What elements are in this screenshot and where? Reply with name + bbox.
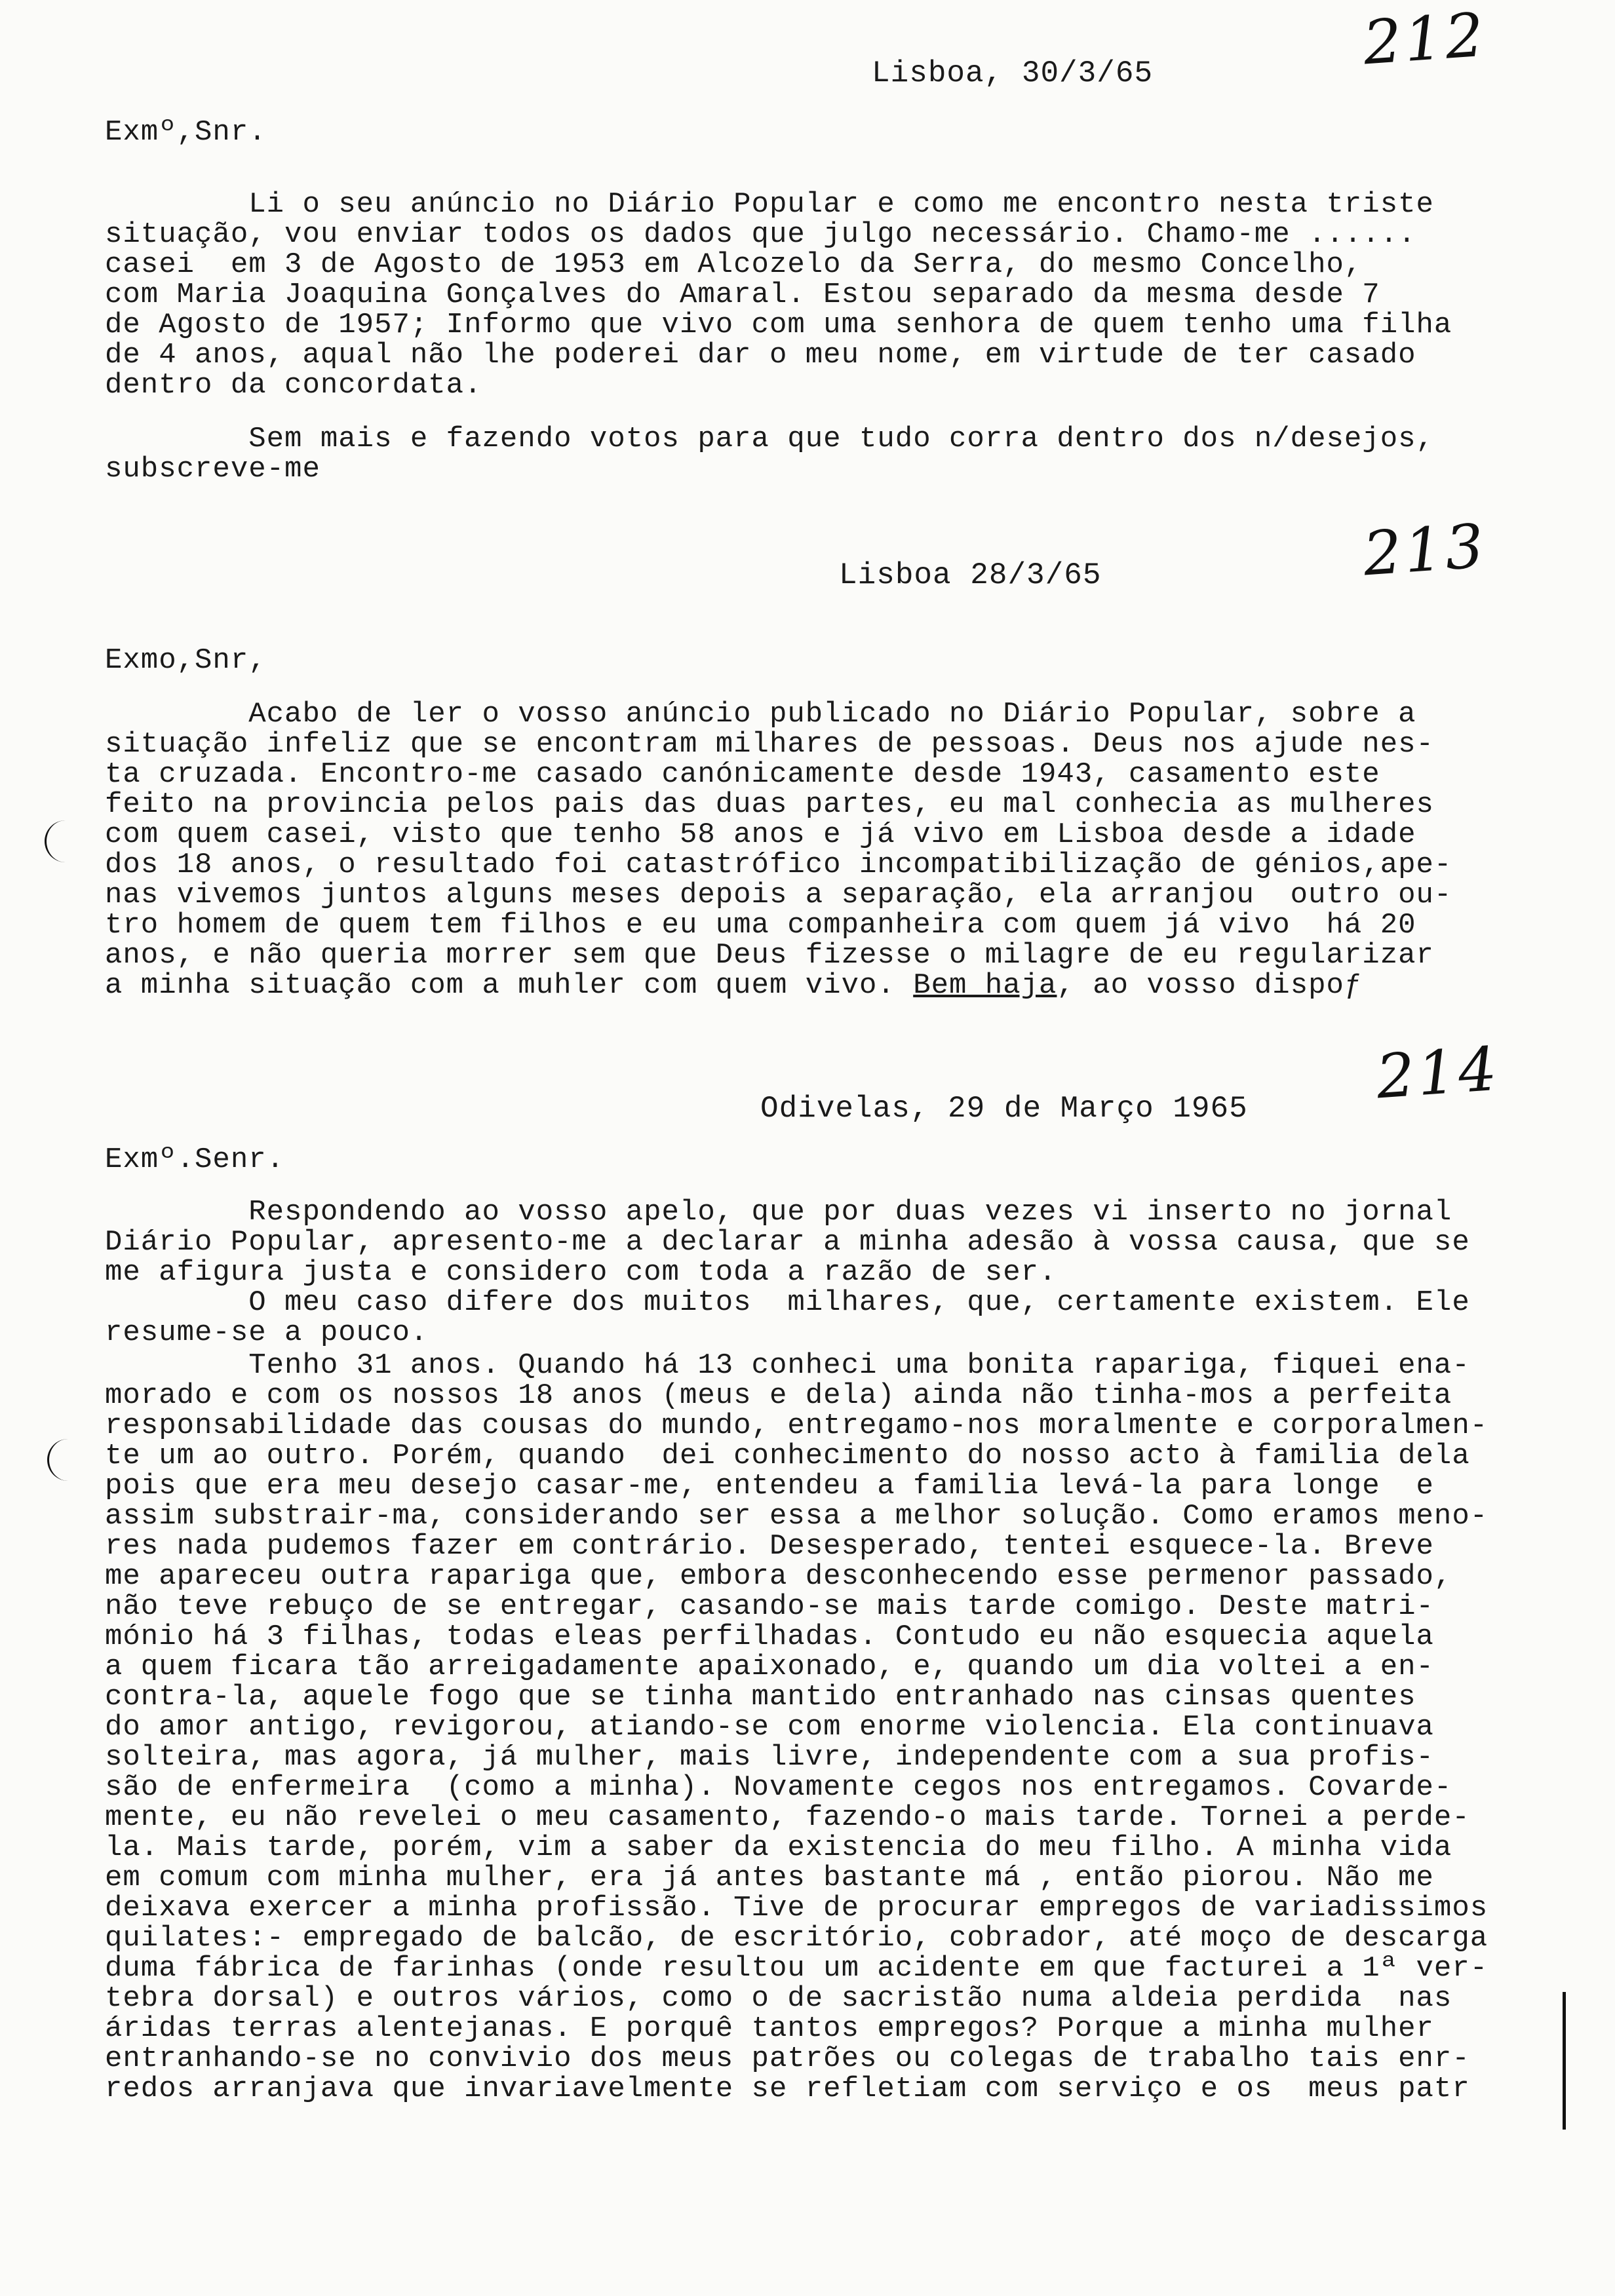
margin-bracket — [47, 1439, 75, 1481]
text-line: Diário Popular, apresento-me a declarar a minha adesão à vossa causa, que se — [105, 1226, 1470, 1259]
text-segment: a minha situação com a muhler com quem vivo. — [105, 969, 914, 1002]
text-line: áridas terras alentejanas. E porquê tantos empregos? Porque a minha mulher — [105, 2012, 1434, 2045]
letter-date: Lisboa 28/3/65 — [839, 558, 1102, 592]
text-line: Li o seu anúncio no Diário Popular e como me encontro nesta triste — [105, 188, 1434, 221]
text-line: ta cruzada. Encontro-me casado canónicamente desde 1943, casamento este — [105, 758, 1380, 791]
text-line: Sem mais e fazendo votos para que tudo corra dentro dos n/desejos, — [105, 423, 1434, 455]
text-line: a quem ficara tão arreigadamente apaixonado, e, quando um dia voltei a en- — [105, 1651, 1434, 1683]
text-line: de Agosto de 1957; Informo que vivo com uma senhora de quem tenho uma filha — [105, 309, 1452, 341]
text-line: assim substrair-ma, considerando ser essa a melhor solução. Como eramos meno- — [105, 1500, 1489, 1533]
text-line: mente, eu não revelei o meu casamento, fazendo-o mais tarde. Tornei a perde- — [105, 1801, 1470, 1834]
text-line: situação infeliz que se encontram milhares de pessoas. Deus nos ajude nes- — [105, 728, 1434, 761]
handwritten-number: 213 — [1361, 510, 1489, 590]
text-line: nas vivemos juntos alguns meses depois a separação, ela arranjou outro ou- — [105, 879, 1452, 911]
text-line: te um ao outro. Porém, quando dei conhecimento do nosso acto à familia dela — [105, 1440, 1470, 1472]
margin-bar — [1563, 1992, 1566, 2130]
text-line: me apareceu outra rapariga que, embora desconhecendo esse permenor passado, — [105, 1560, 1452, 1593]
text-line: dentro da concordata. — [105, 369, 482, 402]
text-line: contra-la, aquele fogo que se tinha mantido entranhado nas cinsas quentes — [105, 1681, 1416, 1713]
text-line: resume-se a pouco. — [105, 1316, 429, 1349]
text-line: dos 18 anos, o resultado foi catastrófico incompatibilização de génios,ape- — [105, 849, 1452, 881]
text-line: morado e com os nossos 18 anos (meus e dela) ainda não tinha-mos a perfeita — [105, 1379, 1452, 1412]
text-line: la. Mais tarde, porém, vim a saber da existencia do meu filho. A minha vida — [105, 1831, 1452, 1864]
text-line: tro homem de quem tem filhos e eu uma companheira com quem já vivo há 20 — [105, 909, 1416, 942]
text-line: solteira, mas agora, já mulher, mais livre, independente com a sua profis- — [105, 1741, 1434, 1774]
text-line: duma fábrica de farinhas (onde resultou um acidente em que facturei a 1ª ver- — [105, 1952, 1489, 1985]
text-line: subscreve-me — [105, 453, 321, 486]
text-line: mónio há 3 filhas, todas eleas perfilhadas. Contudo eu não esquecia aquela — [105, 1620, 1434, 1653]
text-line: entranhando-se no convivio dos meus patrões ou colegas de trabalho tais enr- — [105, 2042, 1470, 2075]
handwritten-number: 212 — [1361, 0, 1489, 79]
text-line: pois que era meu desejo casar-me, entendeu a familia levá-la para longe e — [105, 1470, 1434, 1502]
text-line: Acabo de ler o vosso anúncio publicado no Diário Popular, sobre a — [105, 698, 1416, 731]
text-segment: , ao vosso dispoƒ — [1057, 969, 1363, 1002]
text-line: de 4 anos, aqual não lhe poderei dar o meu nome, em virtude de ter casado — [105, 339, 1416, 372]
letter-date: Lisboa, 30/3/65 — [872, 56, 1154, 90]
text-line: quilates:- empregado de balcão, de escritório, cobrador, até moço de descarga — [105, 1922, 1489, 1955]
text-line: deixava exercer a minha profissão. Tive de procurar empregos de variadissimos — [105, 1892, 1489, 1924]
text-line: res nada pudemos fazer em contrário. Desesperado, tentei esquece-la. Breve — [105, 1530, 1434, 1563]
text-line: casei em 3 de Agosto de 1953 em Alcozelo da Serra, do mesmo Concelho, — [105, 248, 1363, 281]
letter-greeting: Exmº.Senr. — [105, 1143, 285, 1176]
text-line: responsabilidade das cousas do mundo, entregamo-nos moralmente e corporalmen- — [105, 1409, 1489, 1442]
text-line: com Maria Joaquina Gonçalves do Amaral. Estou separado da mesma desde 7 — [105, 278, 1380, 311]
text-line: em comum com minha mulher, era já antes bastante má , então piorou. Não me — [105, 1862, 1434, 1894]
text-line: situação, vou enviar todos os dados que julgo necessário. Chamo-me ...... — [105, 218, 1416, 251]
text-line: do amor antigo, revigorou, atiando-se com enorme violencia. Ela continuava — [105, 1711, 1434, 1744]
text-line: anos, e não queria morrer sem que Deus fizesse o milagre de eu regularizar — [105, 939, 1434, 972]
text-line: com quem casei, visto que tenho 58 anos e já vivo em Lisboa desde a idade — [105, 818, 1416, 851]
text-line — [105, 969, 1363, 1002]
text-line: Tenho 31 anos. Quando há 13 conheci uma bonita rapariga, fiquei ena- — [105, 1349, 1470, 1382]
letter-greeting: Exmo,Snr, — [105, 644, 267, 677]
text-line: são de enfermeira (como a minha). Novamente cegos nos entregamos. Covarde- — [105, 1771, 1452, 1804]
text-line: Respondendo ao vosso apelo, que por duas vezes vi inserto no jornal — [105, 1196, 1452, 1229]
text-line: não teve rebuço de se entregar, casando-se mais tarde comigo. Deste matri- — [105, 1590, 1434, 1623]
text-line: feito na provincia pelos pais das duas partes, eu mal conhecia as mulheres — [105, 788, 1434, 821]
underlined-phrase: Bem haja — [913, 969, 1057, 1002]
text-line: me afigura justa e considero com toda a razão de ser. — [105, 1256, 1057, 1289]
letter-date: Odivelas, 29 de Março 1965 — [760, 1092, 1248, 1126]
letter-greeting: Exmº,Snr. — [105, 116, 267, 149]
text-line: O meu caso difere dos muitos milhares, que, certamente existem. Ele — [105, 1286, 1470, 1319]
handwritten-number: 214 — [1374, 1033, 1502, 1113]
text-line: tebra dorsal) e outros vários, como o de sacristão numa aldeia perdida nas — [105, 1982, 1452, 2015]
text-line: redos arranjava que invariavelmente se refletiam com serviço e os meus patr — [105, 2073, 1470, 2105]
